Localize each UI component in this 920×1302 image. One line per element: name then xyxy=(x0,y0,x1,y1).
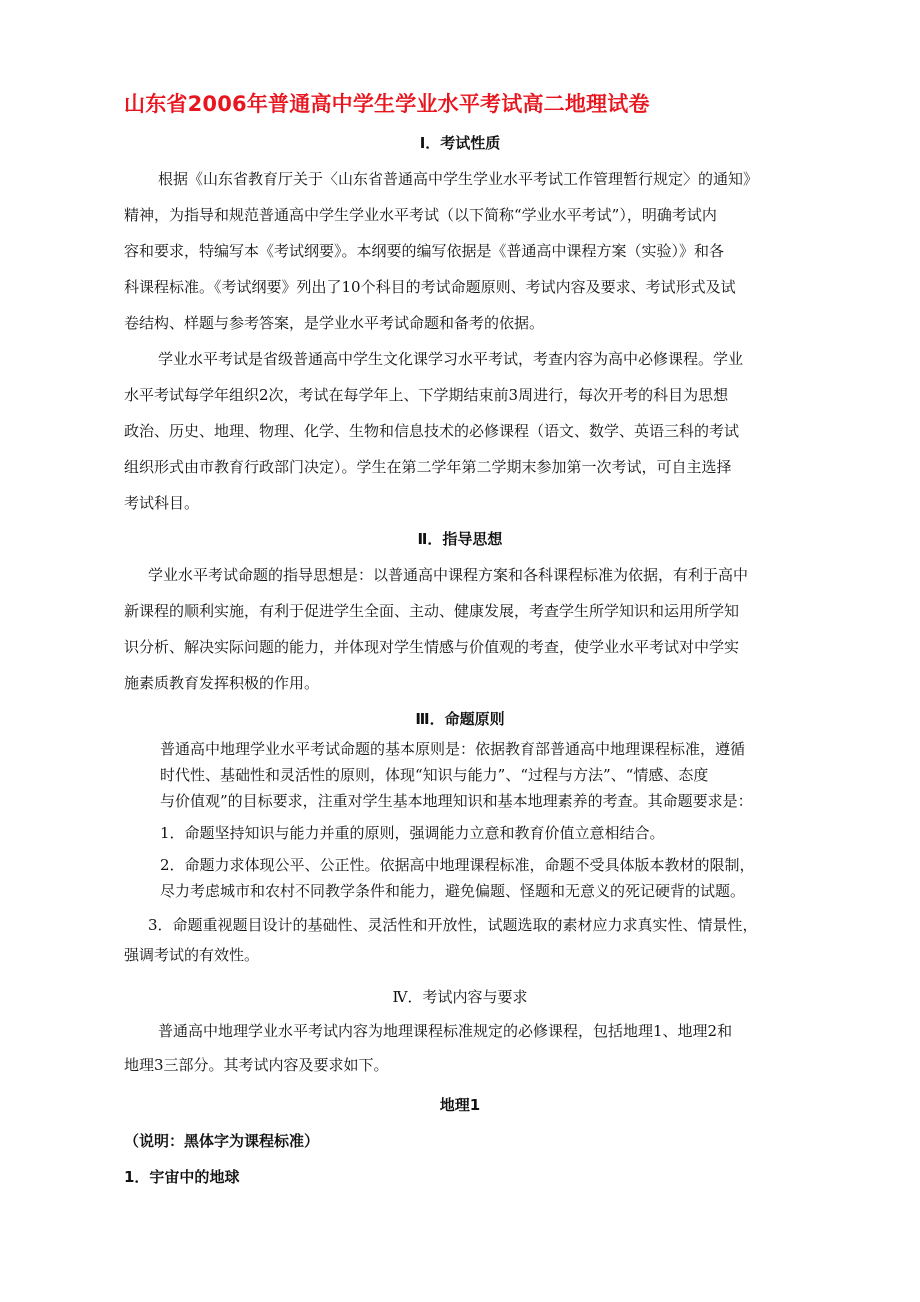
paragraph-line: 识分析、解决实际问题的能力，并体现对学生情感与价值观的考查，使学业水平考试对中学实 xyxy=(124,638,740,656)
list-item: 3．命题重视题目设计的基础性、灵活性和开放性，试题选取的素材应力求真实性、情景性， xyxy=(148,916,758,934)
list-item: 2．命题力求体现公平、公正性。依据高中地理课程标准，命题不受具体版本教材的限制， xyxy=(160,856,755,874)
paragraph-line: 新课程的顺利实施，有利于促进学生全面、主动、健康发展，考查学生所学知识和运用所学知 xyxy=(124,602,740,620)
paragraph-line: 地理3三部分。其考试内容及要求如下。 xyxy=(124,1056,389,1074)
paragraph-line: 水平考试每学年组织2次，考试在每学年上、下学期结束前3周进行，每次开考的科目为思想 xyxy=(124,386,729,404)
note-text: （说明：黑体字为课程标准） xyxy=(124,1132,320,1150)
paragraph-line: 卷结构、样题与参考答案，是学业水平考试命题和备考的依据。 xyxy=(124,314,545,332)
paragraph-line: 精神，为指导和规范普通高中学生学业水平考试（以下简称“学业水平考试”），明确考试内 xyxy=(124,206,717,224)
section-1-heading: Ⅰ．考试性质 xyxy=(419,134,501,152)
paragraph-line: 与价值观”的目标要求，注重对学生基本地理知识和基本地理素养的考查。其命题要求是： xyxy=(160,792,753,810)
paragraph-line: 组织形式由市教育行政部门决定）。学生在第二学年第二学期末参加第一次考试，可自主选择 xyxy=(124,458,732,476)
section-4-heading: Ⅳ．考试内容与要求 xyxy=(392,988,528,1006)
paragraph-line: 考试科目。 xyxy=(124,494,200,512)
paragraph-line: 时代性、基础性和灵活性的原则，体现“知识与能力”、“过程与方法”、“情感、态度 xyxy=(160,766,709,784)
list-item: 强调考试的有效性。 xyxy=(124,946,260,964)
section-2-heading: Ⅱ．指导思想 xyxy=(417,530,503,548)
list-item: 尽力考虑城市和农村不同教学条件和能力，避免偏题、怪题和无意义的死记硬背的试题。 xyxy=(160,882,746,900)
paragraph-line: 普通高中地理学业水平考试命题的基本原则是：依据教育部普通高中地理课程标准，遵循 xyxy=(160,740,746,758)
list-item: 1．命题坚持知识与能力并重的原则，强调能力立意和教育价值立意相结合。 xyxy=(160,824,665,842)
paragraph-line: 科课程标准。《考试纲要》列出了10个科目的考试命题原则、考试内容及要求、考试形式及试 xyxy=(124,278,736,296)
paragraph-line: 政治、历史、地理、物理、化学、生物和信息技术的必修课程（语文、数学、英语三科的考试 xyxy=(124,422,740,440)
paragraph-line: 学业水平考试命题的指导思想是：以普通高中课程方案和各科课程标准为依据，有利于高中 xyxy=(148,566,749,584)
paragraph-line: 施素质教育发挥积极的作用。 xyxy=(124,674,320,692)
paragraph-line: 根据《山东省教育厅关于〈山东省普通高中学生学业水平考试工作管理暂行规定〉的通知》 xyxy=(158,170,759,188)
topic-heading: 1．宇宙中的地球 xyxy=(124,1168,240,1186)
document-title: 山东省2006年普通高中学生学业水平考试高二地理试卷 xyxy=(124,92,650,116)
section-3-heading: Ⅲ．命题原则 xyxy=(415,710,505,728)
paragraph-line: 学业水平考试是省级普通高中学生文化课学习水平考试，考查内容为高中必修课程。学业 xyxy=(158,350,744,368)
subsection-heading: 地理1 xyxy=(439,1096,481,1114)
paragraph-line: 容和要求，特编写本《考试纲要》。本纲要的编写依据是《普通高中课程方案（实验）》和各 xyxy=(124,242,725,260)
paragraph-line: 普通高中地理学业水平考试内容为地理课程标准规定的必修课程，包括地理1、地理2和 xyxy=(158,1022,733,1040)
